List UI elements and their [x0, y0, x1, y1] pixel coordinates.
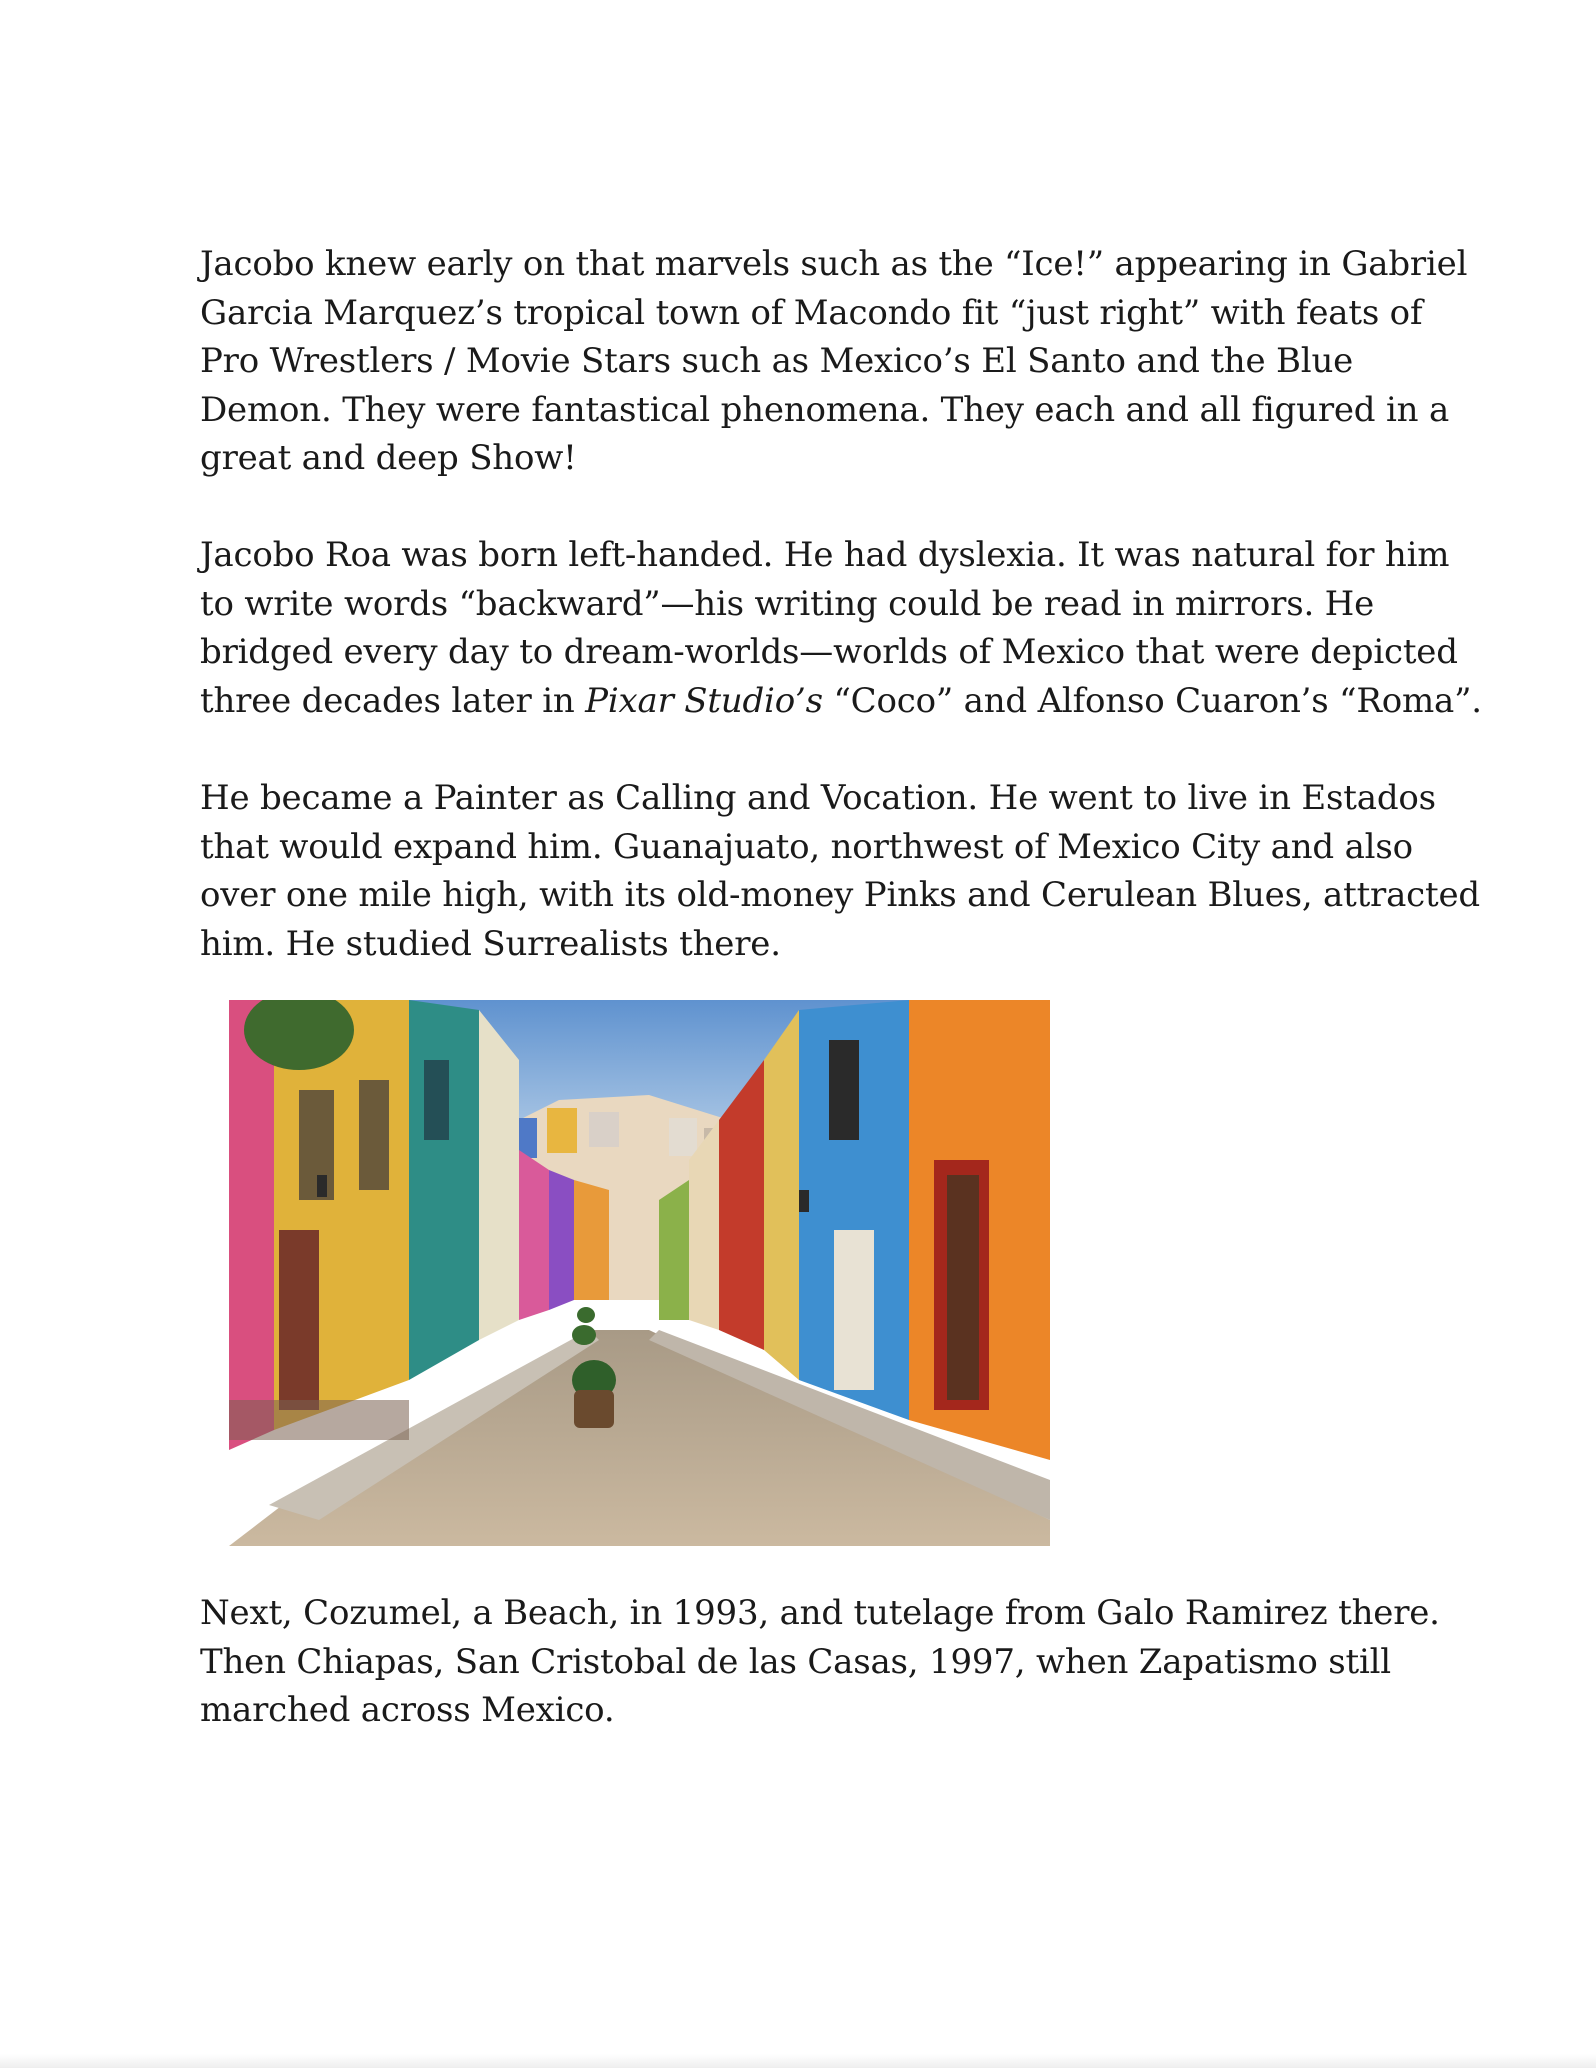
window: [829, 1040, 859, 1140]
green-building: [659, 1180, 689, 1320]
paragraph-line: Garcia Marquez’s tropical town of Macondo fit “just right” with feats of: [200, 292, 1423, 333]
paragraph-line: Pro Wrestlers / Movie Stars such as Mexico’s El Santo and the Blue: [200, 341, 1354, 381]
planter: [574, 1390, 614, 1428]
paragraph-line: marched across Mexico.: [200, 1690, 615, 1730]
paragraph-line: Demon. They were fantastical phenomena. They each and all figured in a: [200, 389, 1450, 430]
building-base-shadow: [229, 1400, 409, 1440]
magenta-building: [519, 1150, 549, 1320]
window: [359, 1080, 389, 1190]
teal-building: [409, 1000, 479, 1380]
paragraph-3: [200, 774, 1480, 968]
street-photo: [229, 1000, 1050, 1546]
distant-house: [589, 1112, 619, 1147]
text-segment: three decades later in: [200, 680, 586, 721]
italic-text-segment: Pixar Studio’s: [585, 680, 823, 721]
paragraph-line: bridged every day to dream-worlds—worlds of Mexico that were depicted: [200, 632, 1458, 672]
paragraph-line: Next, Cozumel, a Beach, in 1993, and tutelage from Galo Ramirez there.: [200, 1593, 1440, 1633]
paragraph-line: to write words “backward”—his writing could be read in mirrors. He: [200, 583, 1375, 624]
paragraph-2: [200, 531, 1482, 725]
potted-plant: [577, 1307, 595, 1323]
door: [947, 1175, 979, 1400]
yellow-building-right: [764, 1010, 799, 1380]
street-lamp: [799, 1190, 809, 1212]
paragraph-line: Jacobo Roa was born left-handed. He had dyslexia. It was natural for him: [200, 535, 1450, 575]
cream-building: [479, 1010, 519, 1340]
paragraph-line: Then Chiapas, San Cristobal de las Casas, 1997, when Zapatismo still: [200, 1641, 1391, 1682]
paragraph-line: Jacobo knew early on that marvels such as the “Ice!” appearing in Gabriel: [200, 244, 1468, 284]
doorway: [279, 1230, 319, 1410]
street-illustration: [229, 1000, 1050, 1546]
text-segment: “Coco” and Alfonso Cuaron’s “Roma”.: [822, 680, 1482, 721]
distant-house: [669, 1118, 697, 1156]
paragraph-4: [200, 1589, 1440, 1735]
purple-building: [549, 1170, 574, 1310]
pink-building: [229, 1000, 274, 1450]
paragraph-line: that would expand him. Guanajuato, northwest of Mexico City and also: [200, 826, 1413, 867]
doorway: [834, 1230, 874, 1390]
distant-house: [547, 1108, 577, 1153]
paragraph-line: He became a Painter as Calling and Vocation. He went to live in Estados: [200, 778, 1436, 818]
paragraph-line-mixed: [200, 677, 1482, 726]
paragraph-1: [200, 240, 1468, 483]
orange-building-far: [574, 1180, 609, 1300]
window: [299, 1090, 334, 1200]
street-lamp: [317, 1175, 327, 1197]
page-bottom-edge: [0, 2054, 1596, 2068]
paragraph-line: great and deep Show!: [200, 438, 577, 478]
paragraph-line: over one mile high, with its old-money Pinks and Cerulean Blues, attracted: [200, 875, 1480, 915]
window: [424, 1060, 449, 1140]
paragraph-line: him. He studied Surrealists there.: [200, 923, 781, 964]
potted-plant: [572, 1325, 596, 1345]
